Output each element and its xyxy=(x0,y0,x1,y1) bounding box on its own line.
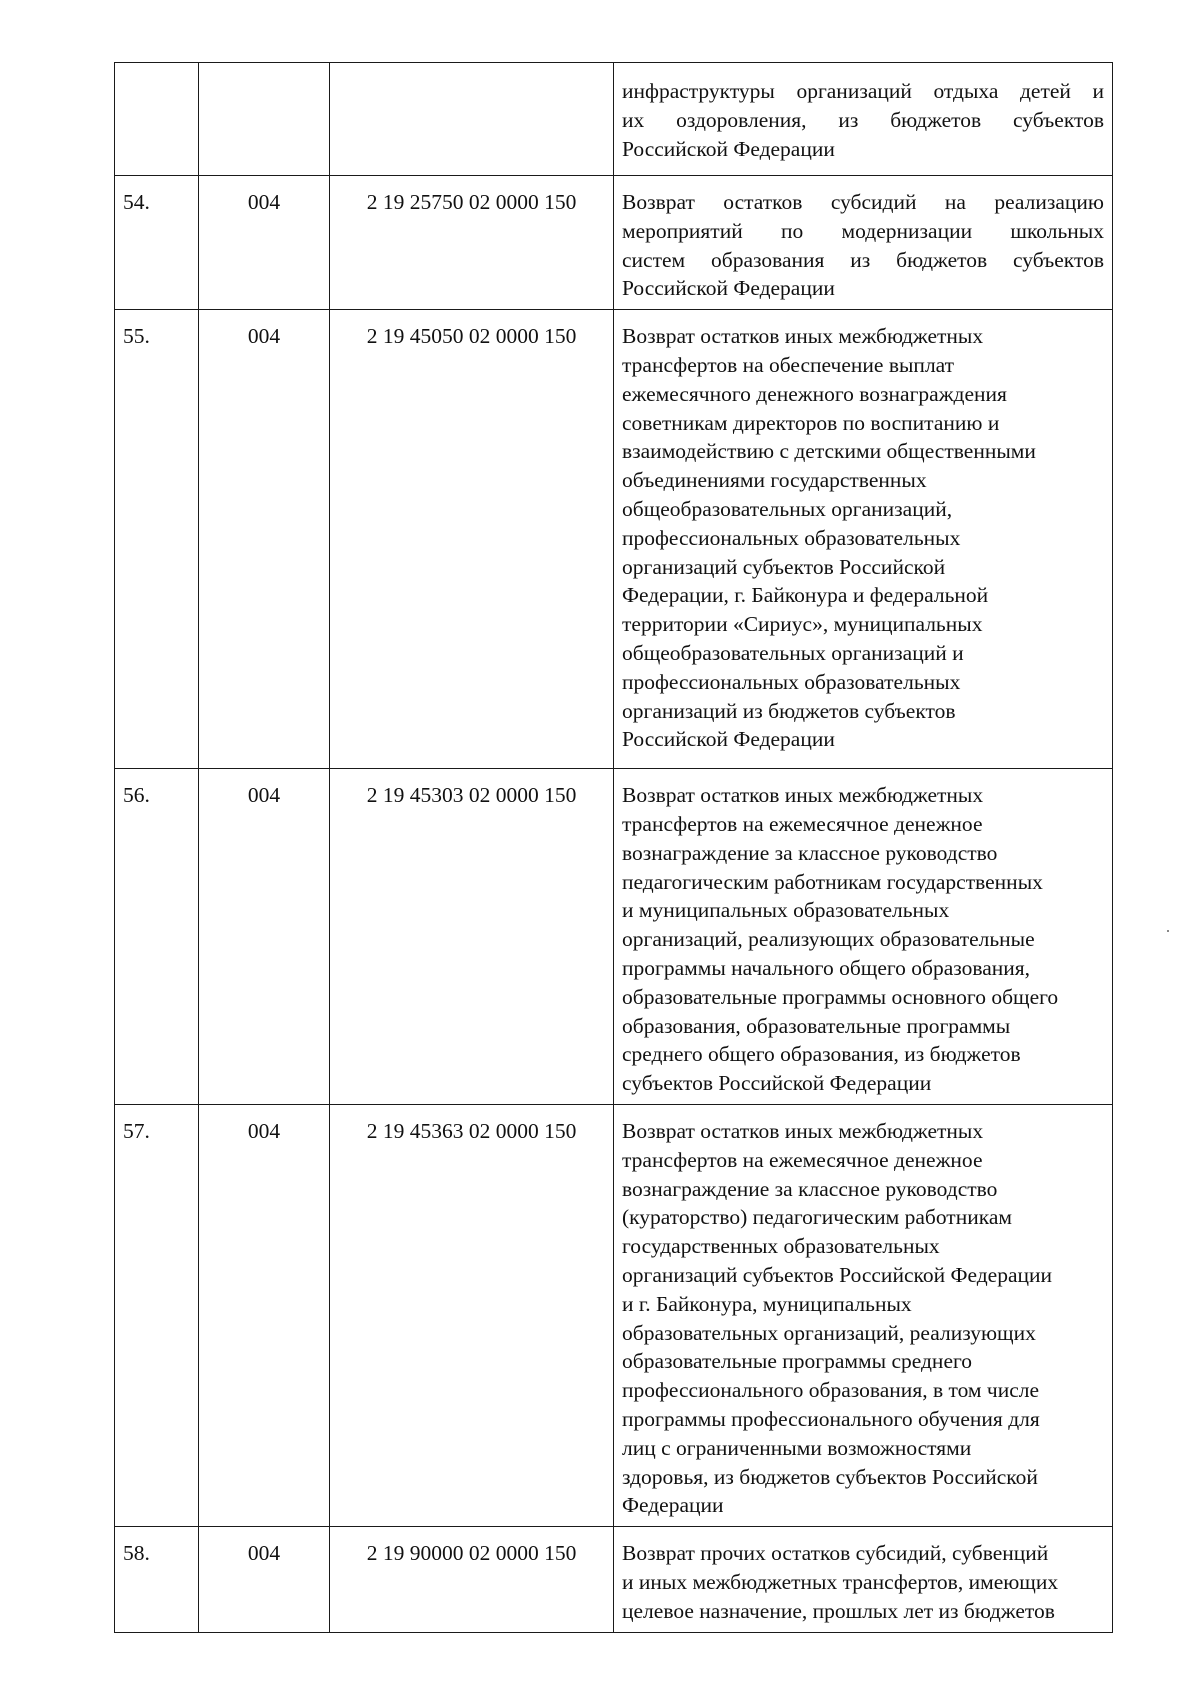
table-row xyxy=(115,769,1113,1105)
description-cell xyxy=(614,1527,1113,1632)
description-line: государственных образовательных xyxy=(622,1234,940,1259)
description-line: образования, образовательные программы xyxy=(622,1013,1011,1038)
description-line: Возврат прочих остатков субсидий, субвенций xyxy=(622,1541,1049,1566)
description-line: систем образования из бюджетов субъектов xyxy=(622,247,1104,272)
description-line: Возврат остатков иных межбюджетных xyxy=(622,1118,984,1143)
row-number-cell: 56. xyxy=(115,769,199,1105)
description-line: Российской Федерации xyxy=(622,276,835,301)
description-line: целевое назначение, прошлых лет из бюджетов xyxy=(622,1598,1055,1623)
description-line: образовательных организаций, реализующих xyxy=(622,1320,1036,1345)
row-number-cell: 55. xyxy=(115,310,199,769)
row-number-cell: 57. xyxy=(115,1104,199,1526)
description-line: их оздоровления, из бюджетов субъектов xyxy=(622,107,1104,132)
admin-code-cell xyxy=(199,63,330,176)
description-line: здоровья, из бюджетов субъектов Российской xyxy=(622,1464,1038,1489)
budget-code-cell: 2 19 45363 02 0000 150 xyxy=(330,1104,614,1526)
description-line: профессионального образования, в том числе xyxy=(622,1378,1040,1403)
description-line: среднего общего образования, из бюджетов xyxy=(622,1042,1021,1067)
admin-code-cell: 004 xyxy=(199,769,330,1105)
description-line: Российской Федерации xyxy=(622,136,835,161)
description-cell xyxy=(614,1104,1113,1526)
description-line: Возврат остатков иных межбюджетных xyxy=(622,324,984,349)
description-cell xyxy=(614,769,1113,1105)
description-line: Возврат остатков субсидий на реализацию xyxy=(622,190,1104,214)
description-line: территории «Сириус», муниципальных xyxy=(622,612,983,637)
admin-code-cell: 004 xyxy=(199,1527,330,1632)
description-line: трансфертов на ежемесячное денежное xyxy=(622,811,983,836)
description-line: (кураторство) педагогическим работникам xyxy=(622,1205,1012,1230)
description-line: организаций субъектов Российской xyxy=(622,554,946,579)
description-line: вознаграждение за классное руководство xyxy=(622,840,998,865)
description-line: вознаграждение за классное руководство xyxy=(622,1176,998,1201)
scan-speck xyxy=(1167,930,1169,932)
description-line: профессиональных образовательных xyxy=(622,525,961,550)
budget-code-cell: 2 19 90000 02 0000 150 xyxy=(330,1527,614,1632)
description-line: общеобразовательных организаций и xyxy=(622,640,964,665)
table-row xyxy=(115,310,1113,769)
description-line: объединениями государственных xyxy=(622,468,927,493)
description-line: лиц с ограниченными возможностями xyxy=(622,1435,972,1460)
row-number-cell: 58. xyxy=(115,1527,199,1632)
row-number-cell: 54. xyxy=(115,176,199,310)
description-line: профессиональных образовательных xyxy=(622,669,961,694)
description-line: Возврат остатков иных межбюджетных xyxy=(622,783,984,808)
description-line: Федерации, г. Байконура и федеральной xyxy=(622,583,989,608)
description-line: организаций, реализующих образовательные xyxy=(622,927,1035,952)
description-line: программы начального общего образования, xyxy=(622,955,1031,980)
description-line: субъектов Российской Федерации xyxy=(622,1071,932,1096)
description-line: образовательные программы основного общего xyxy=(622,984,1059,1009)
table-row xyxy=(115,176,1113,310)
admin-code-cell: 004 xyxy=(199,176,330,310)
budget-code-cell: 2 19 45303 02 0000 150 xyxy=(330,769,614,1105)
description-line: инфраструктуры организаций отдыха детей и xyxy=(622,79,1104,103)
description-line: трансфертов на ежемесячное денежное xyxy=(622,1147,983,1172)
description-line: образовательные программы среднего xyxy=(622,1349,973,1374)
description-line: организаций субъектов Российской Федерации xyxy=(622,1262,1053,1287)
description-cell xyxy=(614,176,1113,310)
description-line: и г. Байконура, муниципальных xyxy=(622,1291,912,1316)
budget-code-cell: 2 19 45050 02 0000 150 xyxy=(330,310,614,769)
description-line: и муниципальных образовательных xyxy=(622,898,950,923)
admin-code-cell: 004 xyxy=(199,310,330,769)
description-line: мероприятий по модернизации школьных xyxy=(622,218,1104,243)
description-line: Российской Федерации xyxy=(622,727,835,752)
description-cell xyxy=(614,310,1113,769)
description-line: организаций из бюджетов субъектов xyxy=(622,698,956,723)
table-row xyxy=(115,1104,1113,1526)
description-line: Федерации xyxy=(622,1493,724,1518)
description-cell xyxy=(614,63,1113,176)
table-row xyxy=(115,1527,1113,1632)
description-line: педагогическим работникам государственных xyxy=(622,869,1043,894)
description-line: общеобразовательных организаций, xyxy=(622,496,953,521)
budget-codes-table xyxy=(114,62,1113,1633)
row-number-cell xyxy=(115,63,199,176)
description-line: ежемесячного денежного вознаграждения xyxy=(622,381,1007,406)
admin-code-cell: 004 xyxy=(199,1104,330,1526)
budget-code-cell xyxy=(330,63,614,176)
table-row xyxy=(115,63,1113,176)
budget-code-cell: 2 19 25750 02 0000 150 xyxy=(330,176,614,310)
description-line: программы профессионального обучения для xyxy=(622,1406,1040,1431)
description-line: трансфертов на обеспечение выплат xyxy=(622,352,955,377)
description-line: и иных межбюджетных трансфертов, имеющих xyxy=(622,1569,1059,1594)
description-line: взаимодействию с детскими общественными xyxy=(622,439,1036,464)
description-line: советникам директоров по воспитанию и xyxy=(622,410,1000,435)
